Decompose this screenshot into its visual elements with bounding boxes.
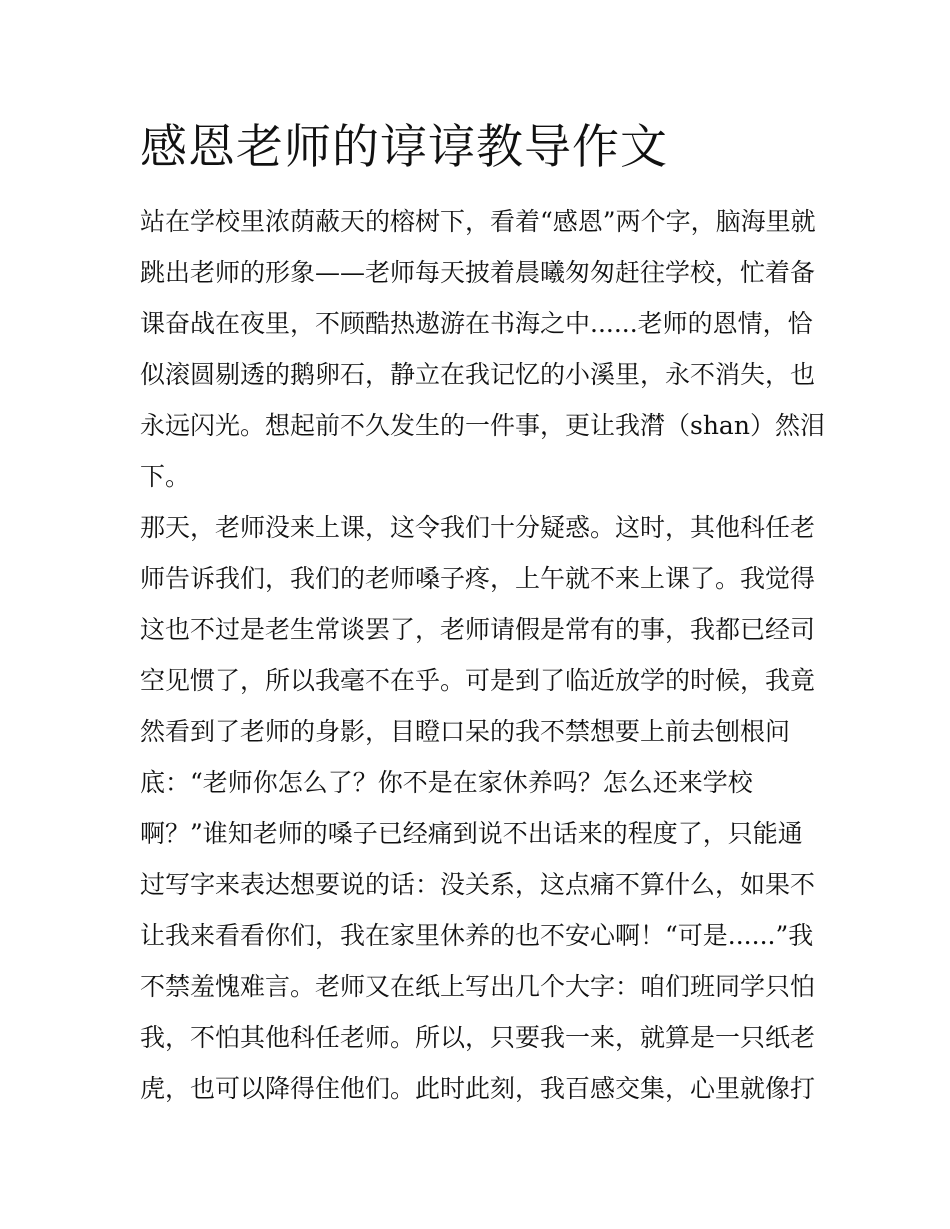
body-line: 下。 — [140, 462, 191, 491]
body-line: 然看到了老师的身影，目瞪口呆的我不禁想要上前去刨根问 — [140, 717, 791, 746]
body-line: 虎，也可以降得住他们。此时此刻，我百感交集，心里就像打 — [140, 1074, 816, 1103]
body-line: 空见惯了，所以我毫不在乎。可是到了临近放学的时候，我竟 — [140, 666, 816, 695]
body-line: 师告诉我们，我们的老师嗓子疼，上午就不来上课了。我觉得 — [140, 564, 816, 593]
body-line: 我，不怕其他科任老师。所以，只要我一来，就算是一只纸老 — [140, 1023, 816, 1052]
body-line: 让我来看看你们，我在家里休养的也不安心啊！“可是......”我 — [140, 921, 814, 950]
body-line: 那天，老师没来上课，这令我们十分疑惑。这时，其他科任老 — [140, 513, 816, 542]
body-line: 这也不过是老生常谈罢了，老师请假是常有的事，我都已经司 — [140, 615, 816, 644]
body-line: 课奋战在夜里，不顾酷热遨游在书海之中......老师的恩情，恰 — [140, 309, 813, 338]
body-line: 底：“老师你怎么了？你不是在家休养吗？怎么还来学校 — [140, 768, 753, 797]
body-line: 过写字来表达想要说的话：没关系，这点痛不算什么，如果不 — [140, 870, 816, 899]
document-title: 感恩老师的谆谆教导作文 — [140, 120, 668, 175]
body-line: 跳出老师的形象——老师每天披着晨曦匆匆赶往学校，忙着备 — [140, 258, 816, 287]
body-line: 永远闪光。想起前不久发生的一件事，更让我潸（shan）然泪 — [140, 411, 825, 440]
body-line: 似滚圆剔透的鹅卵石，静立在我记忆的小溪里，永不消失，也 — [140, 360, 816, 389]
body-line: 不禁羞愧难言。老师又在纸上写出几个大字：咱们班同学只怕 — [140, 972, 816, 1001]
body-line: 站在学校里浓荫蔽天的榕树下，看着“感恩”两个字，脑海里就 — [140, 207, 816, 236]
body-line: 啊？”谁知老师的嗓子已经痛到说不出话来的程度了，只能通 — [140, 819, 803, 848]
